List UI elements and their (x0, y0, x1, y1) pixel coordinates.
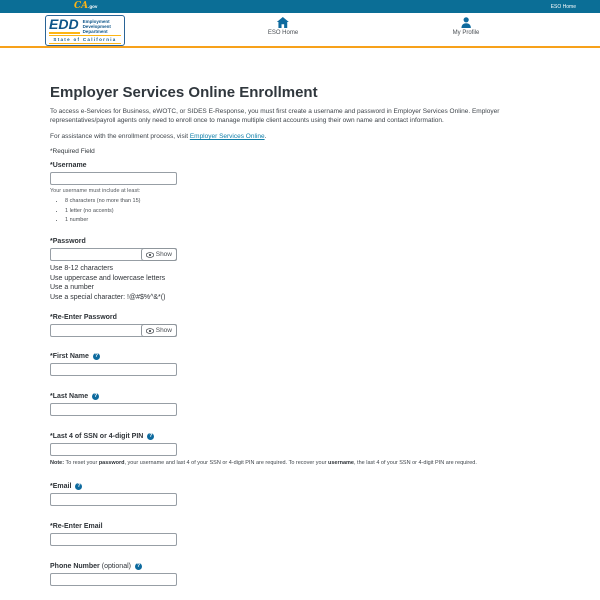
nav-eso-home-label: ESO Home (267, 30, 299, 36)
page-title: Employer Services Online Enrollment (50, 84, 318, 101)
last-name-input[interactable] (50, 403, 177, 416)
help-icon[interactable]: ? (149, 433, 153, 439)
phone-input[interactable] (50, 573, 177, 586)
reenter-email-input[interactable] (50, 533, 177, 546)
edd-logo-state: State of California (49, 35, 121, 44)
edd-logo[interactable] (45, 15, 125, 46)
username-rule: • 1 number (65, 217, 550, 223)
first-name-label: *First Name ? (50, 353, 99, 360)
username-input[interactable] (50, 172, 177, 185)
employer-services-online-link[interactable]: Employer Services Online (189, 133, 265, 140)
site-header (0, 13, 600, 46)
ssn-pin-note: Note: To reset your password, your username and last 4 of your SSN or 4-digit PIN are required. To recover your username, the last 4 of your SSN or 4-digit PIN are required. (50, 460, 477, 466)
username-group (50, 162, 550, 223)
last-name-label: *Last Name ? (50, 393, 98, 400)
ssn-pin-label: *Last 4 of SSN or 4-digit PIN ? (50, 433, 153, 440)
eye-icon (146, 328, 154, 334)
nav-my-profile[interactable] (453, 17, 480, 36)
password-rule: Use a number (50, 284, 94, 291)
password-rules (50, 264, 550, 302)
password-rule: Use 8-12 characters (50, 265, 114, 272)
reenter-password-group (50, 314, 550, 337)
username-hint: Your username must include at least: (50, 188, 141, 194)
ssn-pin-group (50, 433, 550, 466)
phone-optional-label: (optional) (101, 563, 131, 570)
ssn-pin-input[interactable] (50, 443, 177, 456)
gov-banner (0, 0, 600, 13)
last-name-group (50, 393, 550, 416)
reenter-password-show-button[interactable]: Show (141, 324, 177, 337)
username-rules (65, 198, 550, 223)
email-label: *Email ? (50, 483, 81, 490)
edd-logo-department-lines: Employment Development Department (82, 19, 111, 34)
phone-label: Phone Number (optional) ? (50, 563, 141, 570)
nav-eso-home[interactable] (268, 17, 298, 36)
ca-gov-logo-ca: CA (74, 1, 89, 11)
edd-logo-acronym: EDD (49, 16, 79, 32)
assistance-text: For assistance with the enrollment process, visit Employer Services Online. (50, 133, 267, 140)
help-icon[interactable]: ? (93, 393, 98, 399)
required-field-note: *Required Field (50, 148, 95, 155)
main-content (0, 48, 600, 586)
username-label: *Username (50, 162, 87, 169)
nav-my-profile-label: My Profile (452, 30, 480, 36)
home-icon (277, 17, 289, 28)
password-group (50, 238, 550, 302)
person-icon (460, 17, 471, 28)
username-rule: • 8 characters (no more than 15) (65, 198, 550, 204)
reenter-password-label: *Re-Enter Password (50, 314, 117, 321)
help-icon[interactable]: ? (136, 563, 141, 569)
reenter-email-group (50, 523, 550, 546)
topbar-eso-home-link[interactable]: ESO Home (550, 3, 576, 10)
help-icon[interactable]: ? (77, 483, 81, 489)
ca-gov-logo[interactable] (74, 0, 97, 13)
help-icon[interactable]: ? (94, 353, 99, 359)
eye-icon (146, 252, 154, 258)
username-rule: • 1 letter (no accents) (65, 208, 550, 214)
password-label: *Password (50, 238, 86, 245)
password-rule: Use a special character: !@#$%^&*() (50, 293, 166, 301)
reenter-email-label: *Re-Enter Email (50, 523, 103, 530)
ca-gov-logo-gov: .gov (88, 4, 98, 9)
first-name-group (50, 353, 550, 376)
email-group (50, 483, 550, 506)
password-show-button[interactable]: Show (141, 248, 177, 261)
password-rule: Use uppercase and lowercase letters (50, 274, 166, 282)
phone-group (50, 563, 550, 586)
intro-text: To access e-Services for Business, eWOTC, or SIDES E-Response, you must first create a username and password in Employer Services Online. Employer representatives/payroll agents only need to enroll once to manage multiple client accounts using their own name and contact information. (50, 108, 500, 124)
email-input[interactable] (50, 493, 177, 506)
first-name-input[interactable] (50, 363, 177, 376)
